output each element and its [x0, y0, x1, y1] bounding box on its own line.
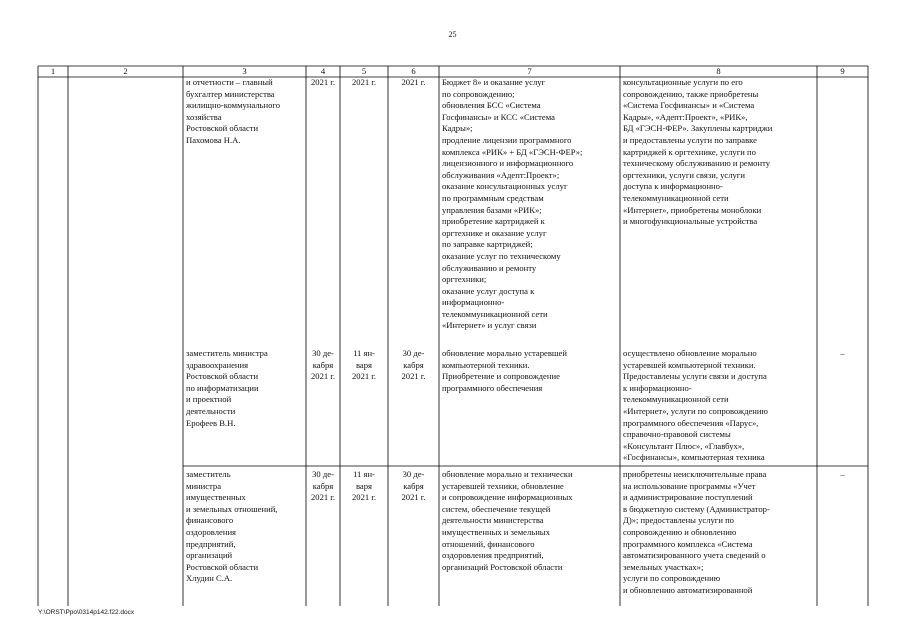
header-col-4: 4: [320, 66, 326, 76]
row2-expected-result: обновление морально устаревшей компьютерной техники. Приобретение и сопровождение программного обеспечения: [442, 348, 567, 393]
row3-planned-end: 30 де- кабря 2021 г.: [401, 469, 426, 503]
header-col-7: 7: [527, 66, 532, 76]
row1-expected-result: Бюджет 8» и оказание услуг по сопровождению; обновления БСС «Система Госфинансы» и КСС «Система Кадры»; продление лицензии программного комплекса «РИК» + БД «ГЭСН-ФЕР»; лицензионного и информационного обслуживания «Адепт:Проект»; оказание консультационных услуг по программным средствам управления базами «РИК»; приобретение картриджей к оргтехнике и оказание услуг по заправке картриджей; оказание услуг по техническому обслуживанию и ремонту оргтехники; оказание услуг доступа к информационно- телекоммуникационной сети «Интернет» и услуг связи: [442, 77, 583, 331]
row3-responsible: заместитель министра имущественных и земельных отношений, финансового оздоровления предприятий, организаций Ростовской области Хлудин С.А.: [186, 469, 278, 584]
row1-planned-end: 2021 г.: [401, 77, 426, 87]
row2-note: –: [840, 348, 845, 358]
row2-responsible: заместитель министра здравоохранения Ростовской области по информатизации и проектной деятельности Ерофеев В.Н.: [186, 348, 268, 428]
row2-actual-result: осуществлено обновление морально устаревшей компьютерной техники. Предоставлены услуги связи и доступа к информационно- телекоммуникационной сети «Интернет», услуги по сопровождению программного обеспечения «Парус», справочно-правовой системы «Консультант Плюс», «Главбух», «Госфинансы», компьютерная техника: [623, 348, 768, 463]
header-col-6: 6: [411, 66, 416, 76]
header-col-3: 3: [242, 66, 247, 76]
row3-note: –: [840, 469, 845, 479]
header-col-5: 5: [361, 66, 367, 76]
header-col-1: 1: [50, 66, 56, 76]
row2-planned-start: 30 де- кабря 2021 г.: [310, 348, 336, 382]
row3-actual-result: приобретены неисключительные права на использование программы «Учет и администрирование поступлений в бюджетную систему (Администратор- Д)»; предоставлены услуги по сопровождению и обновлению программного комплекса «Система автоматизированного учета сведений о земельных участках»; услуги по сопровождению и обновлению автоматизированной: [623, 469, 770, 595]
row2-actual-start: 11 ян- варя 2021 г.: [351, 348, 377, 382]
footer-file-path: Y:\ORST\Ppo\0314p142.f22.docx: [38, 609, 135, 616]
row2-planned-end: 30 де- кабря 2021 г.: [401, 348, 426, 382]
row1-planned-start: 2021 г.: [310, 77, 336, 87]
row3-expected-result: обновление морально и технически устаревшей техники, обновление и сопровождение информационных систем, обеспечение текущей деятельности министерства имущественных и земельных отношений, финансового оздоровления предприятий, организаций Ростовской области: [442, 469, 573, 572]
row3-planned-start: 30 де- кабря 2021 г.: [310, 469, 336, 503]
header-col-2: 2: [123, 66, 128, 76]
header-col-8: 8: [716, 66, 721, 76]
row1-actual-result: консультационные услуги по его сопровождению, также приобретены «Система Госфинансы» и «Система Кадры», «Адепт:Проект», «РИК», БД «ГЭСН-ФЕР». Закуплены картриджи и предоставлены услуги по заправке картриджей к оргтехнике, услуги по техническому обслуживанию и ремонту оргтехники, услуги связи, услуги доступа к информационно- телекоммуникационной сети «Интернет», приобретены моноблоки и многофункциональные устройства: [623, 77, 773, 227]
row1-responsible: и отчетности – главный бухгалтер министерства жилищно-коммунального хозяйства Ростовской области Пахомова Н.А.: [186, 77, 281, 145]
row1-actual-start: 2021 г.: [351, 77, 377, 87]
row3-actual-start: 11 ян- варя 2021 г.: [351, 469, 377, 503]
page-number: 25: [448, 30, 457, 39]
header-col-9: 9: [840, 66, 845, 76]
